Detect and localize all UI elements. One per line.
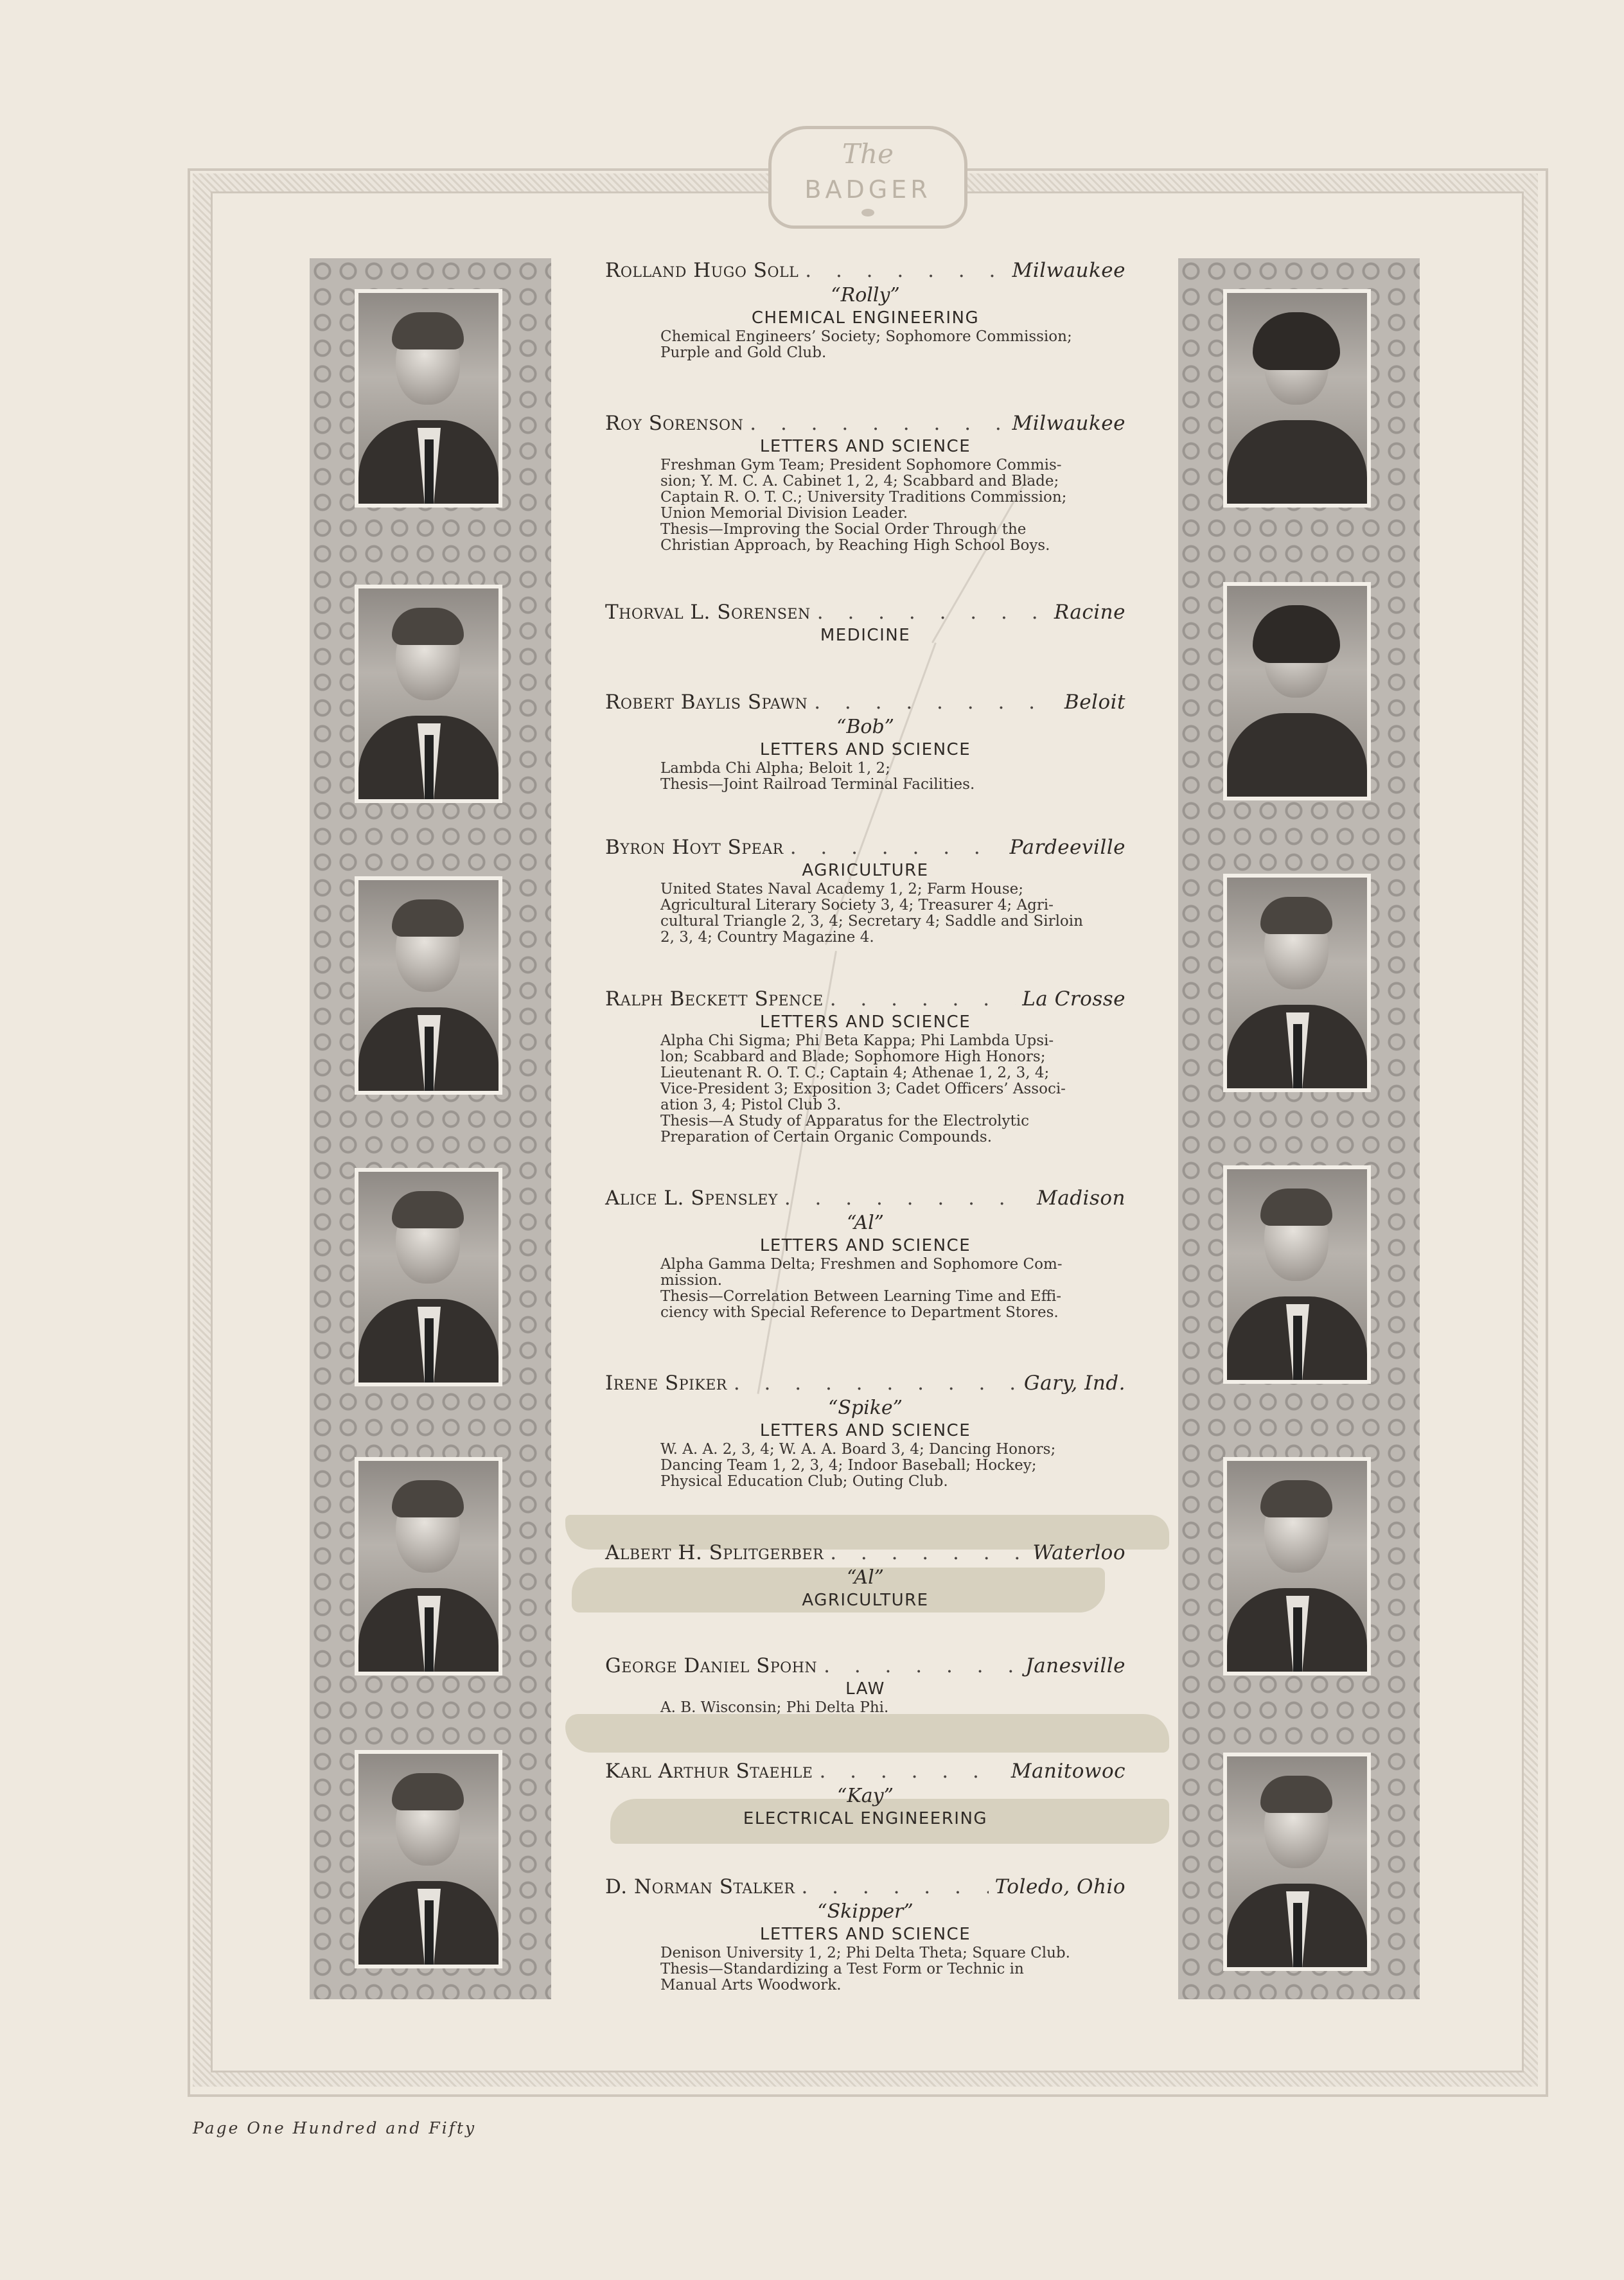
right-photo-column [1178, 258, 1420, 1999]
senior-course: LETTERS AND SCIENCE [759, 1925, 971, 1944]
senior-nickname: “Al” [846, 1212, 885, 1234]
portrait-photo [1223, 1753, 1371, 1971]
senior-activities [660, 1700, 1125, 1716]
senior-hometown: Racine [1054, 601, 1125, 624]
leader-dots [734, 1371, 1018, 1395]
senior-name: Rolland Hugo Soll [605, 259, 799, 282]
senior-course: CHEMICAL ENGINEERING [751, 308, 980, 328]
senior-course: ELECTRICAL ENGINEERING [743, 1809, 988, 1828]
activity-line: Lieutenant R. O. T. C.; Captain 4; Athenae 1, 2, 3, 4; [660, 1065, 1050, 1081]
activity-line: 2, 3, 4; Country Magazine 4. [660, 929, 874, 946]
activity-line: Captain R. O. T. C.; University Traditions Commission; [660, 489, 1067, 506]
portrait-photo [355, 876, 502, 1095]
activity-line: Thesis—Joint Railroad Terminal Facilities. [660, 776, 975, 793]
activity-line: United States Naval Academy 1, 2; Farm House; [660, 881, 1024, 897]
senior-course: AGRICULTURE [802, 1591, 929, 1610]
senior-course: LETTERS AND SCIENCE [759, 437, 971, 456]
activity-line: ation 3, 4; Pistol Club 3. [660, 1097, 842, 1113]
senior-activities [660, 1033, 1125, 1145]
activity-line: Freshman Gym Team; President Sophomore Commis- [660, 457, 1062, 473]
senior-course: AGRICULTURE [802, 861, 929, 880]
activity-line: cultural Triangle 2, 3, 4; Secretary 4; Saddle and Sirloin [660, 913, 1083, 930]
activity-line: Alpha Gamma Delta; Freshmen and Sophomore Com- [660, 1256, 1063, 1273]
senior-course: LETTERS AND SCIENCE [759, 1421, 971, 1440]
left-photo-column [310, 258, 551, 1999]
activity-line: Manual Arts Woodwork. [660, 1977, 842, 1993]
activity-line: A. B. Wisconsin; Phi Delta Phi. [660, 1699, 889, 1716]
portrait-photo [1223, 874, 1371, 1092]
portrait-photo [355, 289, 502, 508]
brush-stroke [565, 1714, 1169, 1753]
leader-dots [784, 1186, 1030, 1210]
senior-activities [660, 457, 1125, 554]
senior-hometown: Madison [1036, 1187, 1125, 1210]
badger-crest-logo [768, 126, 967, 229]
senior-activities [660, 1442, 1125, 1490]
senior-entry [605, 987, 1125, 1145]
leader-dots [824, 1654, 1019, 1678]
activity-line: W. A. A. 2, 3, 4; W. A. A. Board 3, 4; Dancing Honors; [660, 1441, 1056, 1458]
senior-hometown: Gary, Ind. [1023, 1372, 1125, 1395]
activity-line: Union Memorial Division Leader. [660, 505, 908, 522]
senior-name: Roy Sorenson [605, 412, 744, 435]
senior-name: Thorval L. Sorensen [605, 601, 811, 624]
portrait-photo [355, 1457, 502, 1675]
senior-entry [605, 1371, 1125, 1490]
activity-line: Alpha Chi Sigma; Phi Beta Kappa; Phi Lambda Upsi- [660, 1032, 1054, 1049]
senior-hometown: Beloit [1064, 691, 1125, 714]
senior-name: George Daniel Spohn [605, 1654, 818, 1677]
leader-dots [790, 835, 1003, 860]
senior-nickname: “Spike” [828, 1397, 903, 1419]
page-number-label: Page One Hundred and Fifty [193, 2119, 477, 2137]
senior-activities [660, 329, 1125, 361]
senior-name: Irene Spiker [605, 1372, 727, 1395]
senior-name: Karl Arthur Staehle [605, 1760, 813, 1783]
senior-nickname: “Rolly” [831, 284, 900, 306]
senior-entry [605, 258, 1125, 361]
activity-line: Thesis—Correlation Between Learning Time and Effi- [660, 1288, 1062, 1305]
portrait-photo [1223, 1165, 1371, 1384]
senior-entry [605, 1654, 1125, 1716]
senior-activities [660, 881, 1125, 946]
senior-nickname: “Kay” [837, 1785, 894, 1807]
senior-entry [605, 411, 1125, 554]
senior-activities [660, 1945, 1125, 1993]
senior-nickname: “Al” [846, 1566, 885, 1589]
senior-entry [605, 1186, 1125, 1321]
senior-course: MEDICINE [820, 626, 911, 645]
leader-dots [817, 600, 1048, 624]
senior-entry [605, 1759, 1125, 1830]
portrait-photo [355, 585, 502, 803]
portrait-photo [355, 1168, 502, 1386]
activity-line: Chemical Engineers’ Society; Sophomore Commission; [660, 328, 1072, 345]
activity-line: Purple and Gold Club. [660, 344, 827, 361]
portrait-photo [1223, 1457, 1371, 1675]
activity-line: Christian Approach, by Reaching High School Boys. [660, 537, 1050, 554]
senior-activities [660, 1257, 1125, 1321]
senior-entry [605, 600, 1125, 646]
senior-name: Ralph Beckett Spence [605, 987, 824, 1011]
portrait-photo [1223, 582, 1371, 800]
leader-dots [750, 411, 1005, 436]
senior-activities [660, 761, 1125, 793]
senior-name: Alice L. Spensley [605, 1187, 778, 1210]
senior-hometown: Milwaukee [1012, 412, 1125, 435]
senior-entry [605, 690, 1125, 793]
activity-line: lon; Scabbard and Blade; Sophomore High Honors; [660, 1048, 1046, 1065]
activity-line: Denison University 1, 2; Phi Delta Theta; Square Club. [660, 1945, 1070, 1961]
senior-entry [605, 835, 1125, 946]
activity-line: ciency with Special Reference to Department Stores. [660, 1304, 1059, 1321]
activity-line: Dancing Team 1, 2, 3, 4; Indoor Baseball; Hockey; [660, 1457, 1037, 1474]
leader-dots [830, 1541, 1026, 1565]
senior-hometown: Manitowoc [1011, 1760, 1125, 1783]
activity-line: Agricultural Literary Society 3, 4; Treasurer 4; Agri- [660, 897, 1054, 914]
activity-line: mission. [660, 1272, 723, 1289]
senior-course: LETTERS AND SCIENCE [759, 740, 971, 759]
activity-line: sion; Y. M. C. A. Cabinet 1, 2, 4; Scabbard and Blade; [660, 473, 1059, 490]
senior-hometown: Milwaukee [1012, 259, 1125, 282]
activity-line: Vice-President 3; Exposition 3; Cadet Officers’ Associ- [660, 1081, 1066, 1097]
activity-line: Thesis—A Study of Apparatus for the Electrolytic [660, 1113, 1030, 1129]
portrait-photo [1223, 289, 1371, 508]
leader-dots [801, 1875, 988, 1899]
senior-nickname: “Skipper” [817, 1900, 914, 1923]
senior-course: LETTERS AND SCIENCE [759, 1236, 971, 1255]
senior-hometown: Waterloo [1032, 1541, 1125, 1564]
leader-dots [830, 987, 1016, 1011]
senior-entry [605, 1541, 1125, 1611]
activity-line: Lambda Chi Alpha; Beloit 1, 2; [660, 760, 890, 777]
activity-line: Physical Education Club; Outing Club. [660, 1473, 948, 1490]
senior-hometown: Janesville [1025, 1654, 1125, 1677]
senior-name: D. Norman Stalker [605, 1875, 795, 1898]
senior-name: Albert H. Splitgerber [605, 1541, 824, 1564]
activity-line: Preparation of Certain Organic Compounds. [660, 1129, 993, 1145]
senior-hometown: Pardeeville [1009, 836, 1125, 859]
portrait-photo [355, 1750, 502, 1968]
senior-name: Byron Hoyt Spear [605, 836, 784, 859]
crest-ornament [861, 209, 874, 217]
senior-name: Robert Baylis Spawn [605, 691, 808, 714]
activity-line: Thesis—Improving the Social Order Through the [660, 521, 1027, 538]
senior-entry [605, 1875, 1125, 1993]
leader-dots [805, 258, 1005, 283]
senior-hometown: La Crosse [1022, 987, 1125, 1011]
senior-course: LETTERS AND SCIENCE [759, 1012, 971, 1032]
senior-nickname: “Bob” [836, 716, 894, 738]
senior-hometown: Toledo, Ohio [994, 1875, 1125, 1898]
crest-the-text: The [842, 138, 894, 170]
activity-line: Thesis—Standardizing a Test Form or Technic in [660, 1961, 1024, 1977]
crest-name-text: BADGER [804, 175, 931, 204]
senior-course: LAW [845, 1679, 885, 1699]
leader-dots [814, 690, 1058, 714]
leader-dots [819, 1759, 1004, 1783]
